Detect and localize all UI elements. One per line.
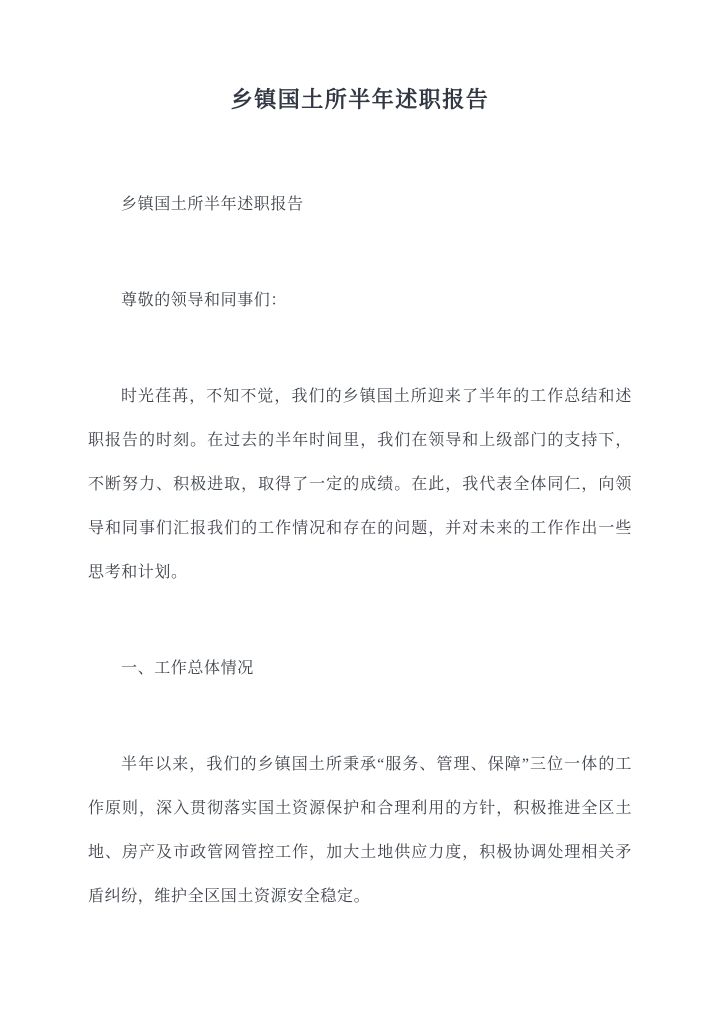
section-heading-1: 一、工作总体情况 — [121, 660, 254, 677]
paragraph-subtitle: 乡镇国土所半年述职报告 — [121, 196, 304, 213]
paragraph-intro: 时光荏苒，不知不觉，我们的乡镇国土所迎来了半年的工作总结和述职报告的时刻。在过去的半年时间里，我们在领导和上级部门的支持下，不断努力、积极进取，取得了一定的成绩。在此，我代表全体同仁，向领导和同事们汇报我们的工作情况和存在的问题，并对未来的工作作出一些思考和计划。 — [88, 388, 632, 581]
paragraph-section-1-body: 半年以来，我们的乡镇国土所秉承“服务、管理、保障”三位一体的工作原则，深入贯彻落实国土资源保护和合理利用的方针，积极推进全区土地、房产及市政管网管控工作，加大土地供应力度，积极协调处理相关矛盾纠纷，维护全区国土资源安全稳定。 — [88, 756, 632, 905]
document-title: 乡镇国土所半年述职报告 — [230, 87, 490, 112]
paragraph-salutation: 尊敬的领导和同事们： — [121, 292, 288, 309]
